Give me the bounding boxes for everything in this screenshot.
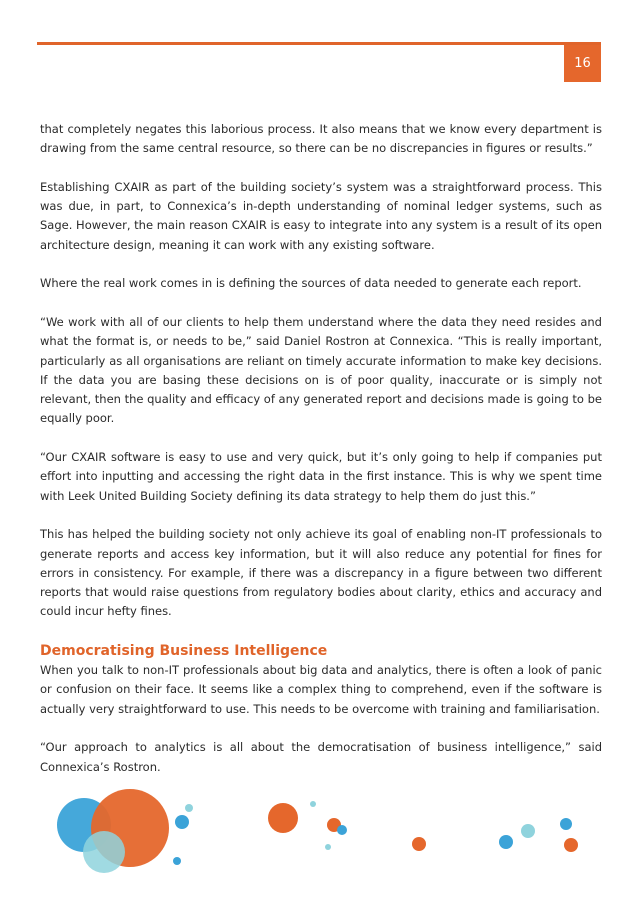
decorative-circle — [564, 838, 578, 852]
paragraph: that completely negates this laborious process. It also means that we know every department is drawing from the same central resource, so there can be no discrepancies in figures or results.” — [40, 122, 602, 156]
paragraph: This has helped the building society not only achieve its goal of enabling non-IT professionals to generate reports and access key information, but it will also reduce any potential for fines for errors in consistency. For example, if there was a discrepancy in a figure between two different reports that would raise questions from regulatory bodies about clarity, ethics and accuracy and could incur hefty fines. — [40, 527, 602, 619]
paragraph: Establishing CXAIR as part of the building society’s system was a straightforward process. This was due, in part, to Connexica’s in-depth understanding of nominal ledger systems, such as Sage. However, the main reason CXAIR is easy to integrate into any system is a result of its open architecture design, meaning it can work with any existing software. — [40, 179, 602, 252]
decorative-circle — [521, 824, 535, 838]
decorative-circle — [412, 837, 426, 851]
decorative-circle — [325, 844, 331, 850]
decorative-circle — [175, 815, 189, 829]
decorative-circle — [173, 857, 181, 865]
paragraph: Where the real work comes in is defining the sources of data needed to generate each report. — [40, 276, 582, 291]
decorative-dots — [0, 760, 638, 903]
decorative-circle — [499, 835, 513, 849]
paragraph: “Our approach to analytics is all about the democratisation of business intelligence,” said Connexica’s Rostron. — [40, 740, 602, 774]
decorative-circle — [337, 825, 347, 835]
decorative-circle — [83, 831, 125, 873]
paragraph: “We work with all of our clients to help them understand where the data they need resides and what the format is, or needs to be,” said Daniel Rostron at Connexica. “This is really important, particularly as all organisations are reliant on timely accurate information to make key decisions. If the data you are basing these decisions on is of poor quality, inaccurate or is simply not relevant, then the quality and efficacy of any generated report and decisions made is going to be equally poor. — [40, 314, 602, 426]
page-number-badge: 16 — [564, 45, 601, 82]
decorative-circle — [268, 803, 298, 833]
paragraph: “Our CXAIR software is easy to use and very quick, but it’s only going to help if companies put effort into inputting and accessing the right data in the first instance. This is why we spent time with Leek United Building Society defining its data strategy to help them do just this.” — [40, 450, 602, 503]
decorative-circle — [560, 818, 572, 830]
header-rule — [37, 42, 601, 45]
article-body — [40, 120, 602, 796]
section-heading: Democratising Business Intelligence — [40, 643, 328, 660]
paragraph: When you talk to non-IT professionals about big data and analytics, there is often a look of panic or confusion on their face. It seems like a complex thing to comprehend, even if the software is actually very straightforward to use. This needs to be overcome with training and familiarisation. — [40, 663, 602, 716]
decorative-circle — [310, 801, 316, 807]
decorative-circle — [185, 804, 193, 812]
